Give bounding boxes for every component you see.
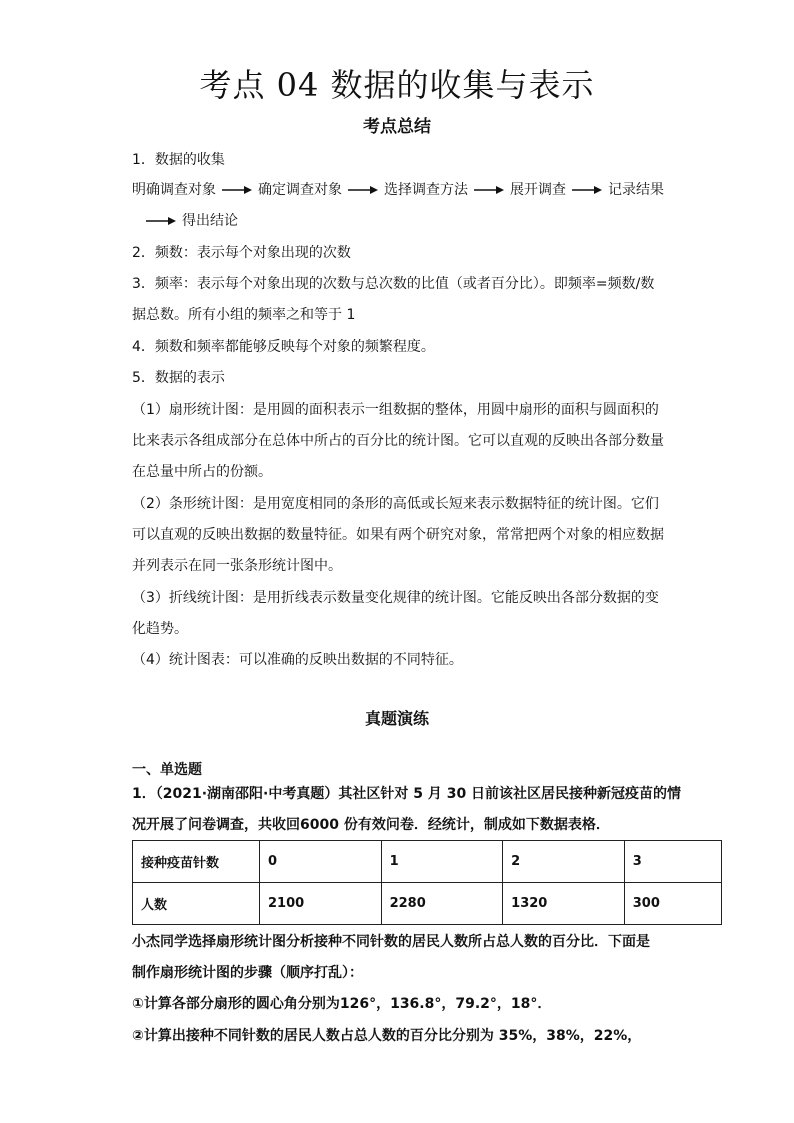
bar-chart-desc-line: 并列表示在同一张条形统计图中。 xyxy=(132,558,342,574)
item-frequency-rate-line2: 据总数。所有小组的频率之和等于 1 xyxy=(132,307,356,323)
section-1-heading: 1．数据的收集 xyxy=(132,152,225,168)
line-chart-desc-line: 化趋势。 xyxy=(132,621,188,637)
page-title: 考点 04 数据的收集与表示 xyxy=(199,66,595,104)
vaccine-data-table xyxy=(132,840,722,925)
table-cell: 0 xyxy=(260,841,382,883)
practice-heading: 真题演练 xyxy=(364,709,429,728)
table-cell: 接种疫苗针数 xyxy=(133,841,260,883)
flow-step: 记录结果 xyxy=(608,182,664,198)
item-frequency-note: 4．频数和频率都能够反映每个对象的频繁程度。 xyxy=(132,339,435,355)
pie-chart-desc-line: 在总量中所占的份额。 xyxy=(132,464,272,480)
single-choice-label: 一、单选题 xyxy=(132,762,202,778)
table-row xyxy=(133,883,722,925)
arrow-right-icon xyxy=(348,185,378,195)
item-frequency-rate-line1: 3．频率：表示每个对象出现的次数与总次数的比值（或者百分比）。即频率=频数/数 xyxy=(132,276,655,292)
pie-chart-desc-line: （1）扇形统计图：是用圆的面积表示一组数据的整体，用圆中扇形的面积与圆面积的 xyxy=(132,402,659,418)
table-cell: 1320 xyxy=(503,883,625,925)
flow-step: 选择调查方法 xyxy=(384,182,468,198)
arrow-right-icon xyxy=(222,185,252,195)
table-desc-line: （4）统计图表：可以准确的反映出数据的不同特征。 xyxy=(132,652,463,668)
table-cell: 2 xyxy=(503,841,625,883)
table-cell: 2280 xyxy=(381,883,503,925)
arrow-right-icon xyxy=(146,216,176,226)
section-5-heading: 5．数据的表示 xyxy=(132,370,225,386)
question-1-line2: 况开展了问卷调查，共收回6000 份有效问卷．经统计，制成如下数据表格． xyxy=(132,817,610,833)
question-1-line1: 1．（2021·湖南邵阳·中考真题）其社区针对 5 月 30 日前该社区居民接种新冠疫苗的情 xyxy=(132,786,682,802)
table-cell: 3 xyxy=(624,841,721,883)
table-cell: 300 xyxy=(624,883,721,925)
table-cell: 1 xyxy=(381,841,503,883)
table-row xyxy=(133,841,722,883)
item-frequency-count: 2．频数：表示每个对象出现的次数 xyxy=(132,245,351,261)
bar-chart-desc-line: 可以直观的反映出数据的数量特征。如果有两个研究对象，常常把两个对象的相应数据 xyxy=(132,527,664,543)
arrow-right-icon xyxy=(474,185,504,195)
summary-heading: 考点总结 xyxy=(363,117,431,137)
table-cell: 人数 xyxy=(133,883,260,925)
flow-step: 展开调查 xyxy=(510,182,566,198)
flow-step: 确定调查对象 xyxy=(258,182,342,198)
line-chart-desc-line: （3）折线统计图：是用折线表示数量变化规律的统计图。它能反映出各部分数据的变 xyxy=(132,590,659,606)
table-cell: 2100 xyxy=(260,883,382,925)
question-1-line4: 制作扇形统计图的步骤（顺序打乱）： xyxy=(132,965,363,981)
arrow-right-icon xyxy=(572,185,602,195)
step-1: ①计算各部分扇形的圆心角分别为126°，136.8°，79.2°，18°． xyxy=(132,996,552,1012)
question-1-line3: 小杰同学选择扇形统计图分析接种不同针数的居民人数所占总人数的百分比．下面是 xyxy=(132,934,650,950)
collection-flow xyxy=(132,180,664,200)
collection-flow-continued xyxy=(146,211,238,231)
bar-chart-desc-line: （2）条形统计图：是用宽度相同的条形的高低或长短来表示数据特征的统计图。它们 xyxy=(132,496,659,512)
pie-chart-desc-line: 比来表示各组成部分在总体中所占的百分比的统计图。它可以直观的反映出各部分数量 xyxy=(132,433,664,449)
step-2: ②计算出接种不同针数的居民人数占总人数的百分比分别为 35%，38%，22%， xyxy=(132,1028,642,1044)
flow-step: 得出结论 xyxy=(182,213,238,229)
flow-step: 明确调查对象 xyxy=(132,182,216,198)
